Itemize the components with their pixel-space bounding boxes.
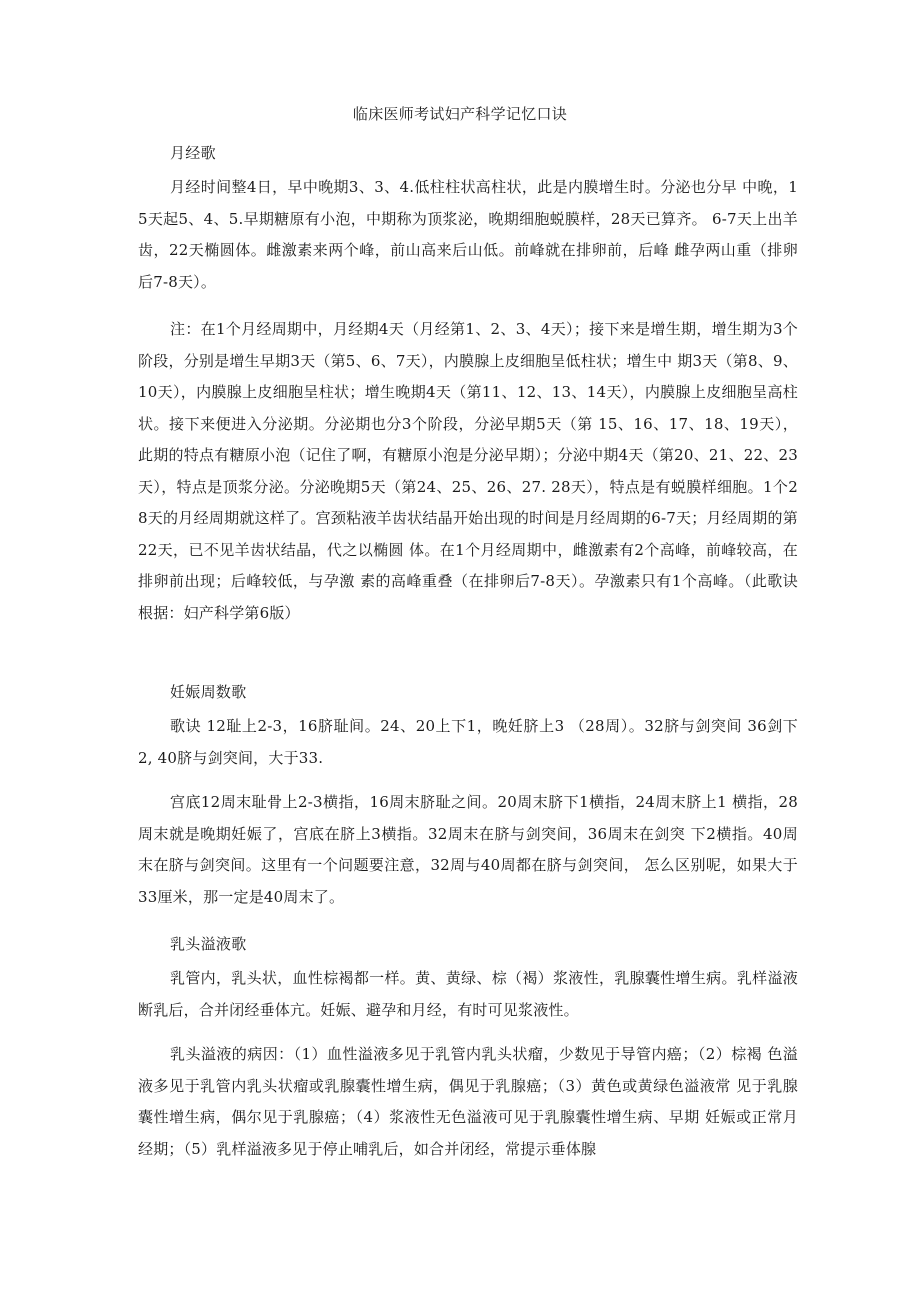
paragraph-pregnancy-explanation: 宫底12周末耻骨上2-3横指，16周末脐耻之间。20周末脐下1横指，24周末脐上1 横指，28周末就是晚期妊娠了，宫底在脐上3横指。32周末在脐与剑突间，36周末在剑突 下2横指。40周末在脐与剑突间。这里有一个问题要注意，32周与40周都在脐与剑突间， 怎么区别呢，如果大于33厘米，那一定是40周末了。 <box>138 793 798 906</box>
paragraph-nipple-discharge-causes: 乳头溢液的病因：（1）血性溢液多见于乳管内乳头状瘤，少数见于导管内癌；（2）棕褐 色溢液多见于乳管内乳头状瘤或乳腺囊性增生病，偶见于乳腺癌；（3）黄色或黄绿色溢液常 见于乳腺囊性增生病，偶尔见于乳腺癌；（4）浆液性无色溢液可见于乳腺囊性增生病、早期 妊娠或正常月经期；（5）乳样溢液多见于停止哺乳后，如合并闭经，常提示垂体腺 <box>138 1045 798 1158</box>
paragraph-menstruation-verse: 月经时间整4日，早中晚期3、3、4.低柱柱状高柱状，此是内膜增生时。分泌也分早 中晚，15天起5、4、5.早期糖原有小泡，中期称为顶浆泌，晚期细胞蜕膜样，28天已算齐。 6-7天上出羊齿，22天椭圆体。雌激素来两个峰，前山高来后山低。前峰就在排卵前，后峰 雌孕两山重（排卵后7-8天）。 <box>138 178 798 291</box>
paragraph-nipple-discharge-verse: 乳管内，乳头状，血性棕褐都一样。黄、黄绿、棕（褐）浆液性，乳腺囊性增生病。乳样溢液断乳后，合并闭经垂体亢。妊娠、避孕和月经，有时可见浆液性。 <box>138 969 798 1019</box>
document-title: 临床医师考试妇产科学记忆口诀 <box>352 105 568 123</box>
section-heading-pregnancy-weeks: 妊娠周数歌 <box>170 683 247 701</box>
section-heading-menstruation: 月经歌 <box>170 144 216 162</box>
section-heading-nipple-discharge: 乳头溢液歌 <box>170 935 247 953</box>
paragraph-menstruation-note: 注：在1个月经周期中，月经期4天（月经第1、2、3、4天）；接下来是增生期，增生期为3个阶段，分别是增生早期3天（第5、6、7天），内膜腺上皮细胞呈低柱状；增生中 期3天（第8、9、10天），内膜腺上皮细胞呈柱状；增生晚期4天（第11、12、13、14天），内膜腺上皮细胞呈高柱状。接下来便进入分泌期。分泌期也分3个阶段，分泌早期5天（第 15、16、17、18、19天），此期的特点有糖原小泡（记住了啊，有糖原小泡是分泌早期）；分泌中期4天（第20、21、22、23天），特点是顶浆分泌。分泌晚期5天（第24、25、26、27. 28天），特点是有蜕膜样细胞。1个28天的月经周期就这样了。宫颈粘液羊齿状结晶开始出现的时间是月经周期的6-7天；月经周期的第22天，已不见羊齿状结晶，代之以椭圆 体。在1个月经周期中，雌激素有2个高峰，前峰较高，在排卵前出现；后峰较低，与孕激 素的高峰重叠（在排卵后7-8天）。孕激素只有1个高峰。（此歌诀根据：妇产科学第6版） <box>138 320 798 622</box>
paragraph-pregnancy-verse: 歌诀 12耻上2-3，16脐耻间。24、20上下1，晚妊脐上3 （28周）。32脐与剑突间 36剑下2, 40脐与剑突间，大于33. <box>138 717 798 767</box>
